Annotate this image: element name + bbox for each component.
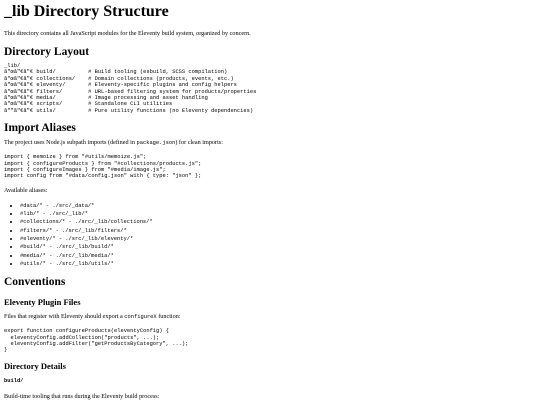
import-aliases-desc-before: The project uses Node.js subpath imports (defined in [4,139,137,147]
build-dir-description: Build-time tooling that runs during the Eleventy build process: [4,392,160,400]
directory-layout-heading: Directory Layout [4,46,90,58]
plugin-files-description [4,313,536,321]
alias-item: • #lib/* - ./src/_lib/* [20,210,536,218]
import-example-code: import { memoize } from "#utils/memoize.js"; import { configureProducts } from "#collections/products.js"; import { configureImages } from "#media/image.js"; import config from "#data/config.json" with { type: "json" }; [4,154,202,180]
import-aliases-desc-after: ) for clean imports: [175,139,223,147]
directory-tree-code: _lib/ â"œâ"€â"€ build/ # Build tooling (esbuild, SCSS compilation) â"œâ"€â"€ collections/ # Domain collections (products, events, etc.) â"œâ"€â"€ eleventy/ # Eleventy-specific plugins and config helpers â"œâ"€â"€ filters/ # URL-based filtering system for products/properties â"œâ"€â"€ media/ # Image processing and asset handling â"œâ"€â"€ scripts/ # Standalone CLI utilities â""â"€â"€ utils/ # Pure utility functions (no Eleventy dependencies) [4,63,257,114]
alias-item: • #media/* - ./src/_lib/media/* [20,252,536,260]
plugin-files-desc-after: function: [156,313,181,321]
alias-item: • #data/* - ./src/_data/* [20,202,536,210]
import-aliases-description [4,139,536,147]
alias-item: • #collections/* - ./src/_lib/collections/* [20,218,536,226]
configurex-code: configureX [124,314,157,321]
package-json-code: package.json [136,140,176,147]
import-aliases-heading: Import Aliases [4,122,76,135]
aliases-list [4,202,536,268]
alias-item: • #build/* - ./src/_lib/build/* [20,243,536,251]
plugin-files-desc-before: Files that register with Eleventy should export a [4,313,125,321]
build-dir-label: build/ [4,377,24,384]
directory-details-heading: Directory Details [4,360,66,371]
page-title: _lib Directory Structure [4,3,169,20]
alias-item: • #eleventy/* - ./src/_lib/eleventy/* [20,235,536,243]
intro-paragraph: This directory contains all JavaScript modules for the Eleventy build system, organized by concern. [4,30,251,37]
alias-item: • #utils/* - ./src/_lib/utils/* [20,260,536,268]
configure-example-code: export function configureProducts(eleventyConfig) { eleventyConfig.addCollection("products", ...); eleventyConfig.addFilter("getProductsByCategory", ...); } [4,328,189,354]
conventions-heading: Conventions [4,276,66,289]
alias-item: • #filters/* - ./src/_lib/filters/* [20,227,536,235]
eleventy-plugin-files-heading: Eleventy Plugin Files [4,297,81,308]
available-aliases-label: Available aliases: [4,186,48,194]
